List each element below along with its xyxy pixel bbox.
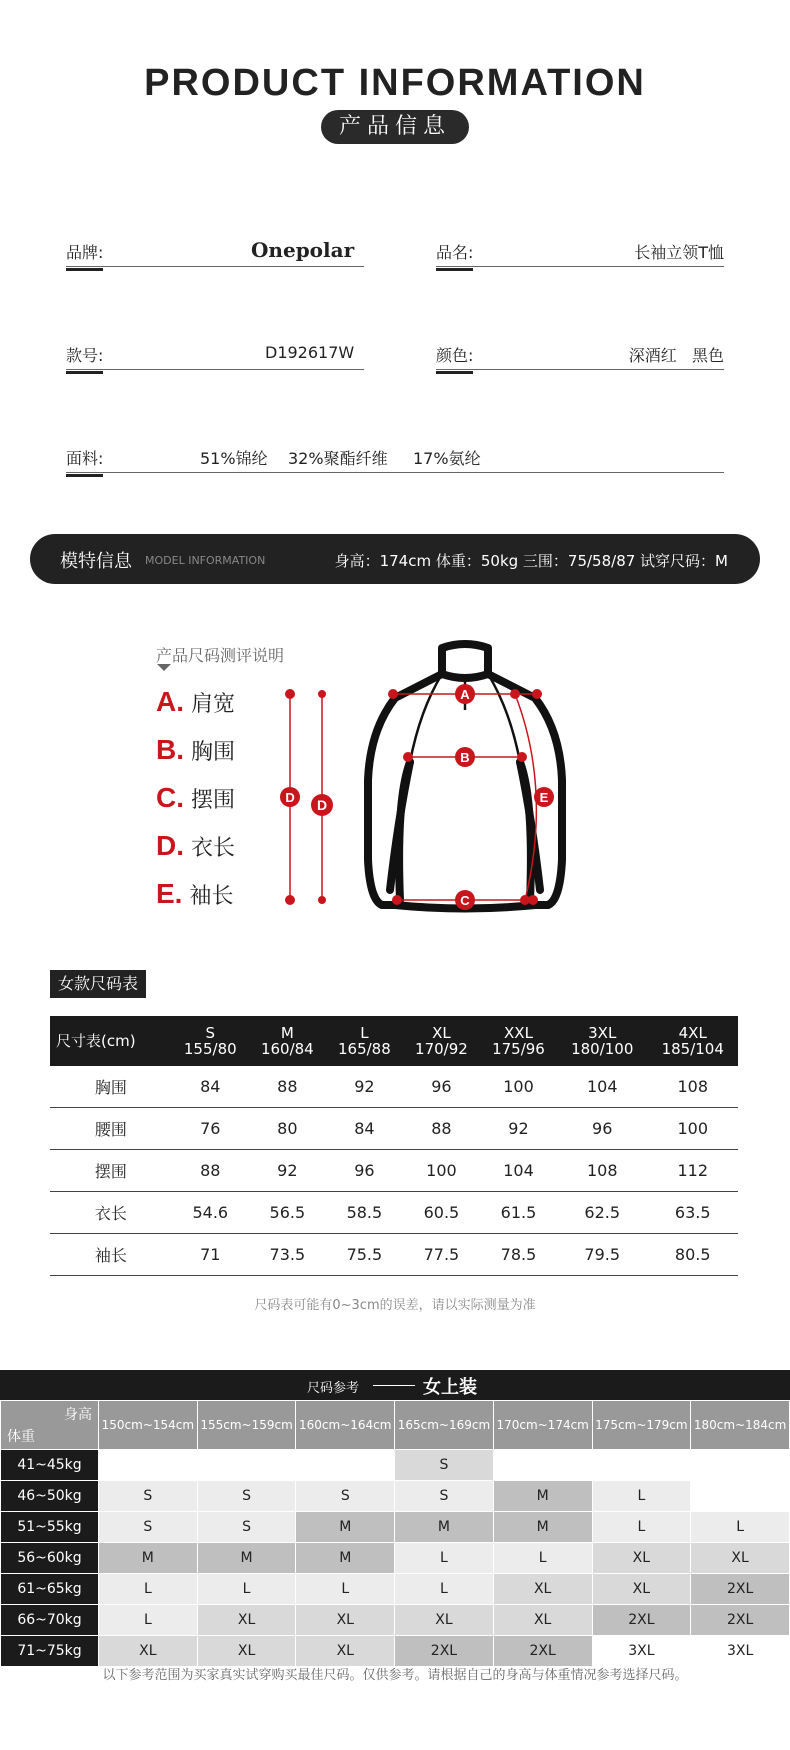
size-reference-note: 以下参考范围为买家真实试穿购买最佳尺码。仅供参考。请根据自己的身高与体重情况参考选择尺码。 bbox=[102, 1668, 688, 1683]
model-info-bar bbox=[30, 534, 760, 584]
weight-row-label: 46~50kg bbox=[1, 1481, 99, 1512]
model-info-title-en: MODEL INFORMATION bbox=[145, 554, 266, 567]
table-cell: 80 bbox=[249, 1108, 326, 1150]
reference-corner bbox=[1, 1401, 99, 1450]
size-spec: 185/104 bbox=[661, 1040, 724, 1058]
size-cell bbox=[691, 1450, 790, 1481]
legend-letter: A. bbox=[156, 686, 184, 717]
legend-item-a bbox=[156, 686, 235, 718]
table-cell: 75.5 bbox=[326, 1234, 403, 1276]
table-cell: 80.5 bbox=[647, 1234, 738, 1276]
size-name: M bbox=[280, 1024, 294, 1042]
marker-b bbox=[455, 747, 475, 767]
legend-letter: B. bbox=[156, 734, 184, 765]
size-cell: XL bbox=[493, 1605, 592, 1636]
legend-item-b bbox=[156, 734, 235, 766]
table-cell: 96 bbox=[326, 1150, 403, 1192]
size-cell: S bbox=[296, 1481, 395, 1512]
svg-text:C: C bbox=[460, 893, 470, 908]
triangle-icon bbox=[157, 664, 171, 671]
legend-item-e bbox=[156, 878, 233, 910]
size-column-header bbox=[480, 1016, 557, 1066]
height-column-header: 155cm~159cm bbox=[197, 1401, 296, 1450]
size-column-header bbox=[249, 1016, 326, 1066]
size-cell: XL bbox=[296, 1636, 395, 1667]
table-cell: 84 bbox=[326, 1108, 403, 1150]
size-cell bbox=[296, 1450, 395, 1481]
table-row bbox=[1, 1574, 790, 1605]
size-cell: S bbox=[99, 1481, 198, 1512]
table-cell: 92 bbox=[249, 1150, 326, 1192]
size-cell: L bbox=[395, 1543, 494, 1574]
divider bbox=[66, 472, 724, 473]
table-cell: 92 bbox=[480, 1108, 557, 1150]
weight-row-label: 51~55kg bbox=[1, 1512, 99, 1543]
table-row bbox=[50, 1150, 738, 1192]
size-cell: 3XL bbox=[592, 1636, 691, 1667]
size-cell: M bbox=[395, 1512, 494, 1543]
table-row bbox=[1, 1605, 790, 1636]
height-column-header: 150cm~154cm bbox=[99, 1401, 198, 1450]
fabric-item: 51%锦纶 bbox=[200, 449, 268, 468]
size-column-header bbox=[403, 1016, 480, 1066]
divider bbox=[373, 1385, 415, 1386]
size-cell: M bbox=[493, 1481, 592, 1512]
table-cell: 88 bbox=[172, 1150, 249, 1192]
size-cell: M bbox=[99, 1543, 198, 1574]
row-label: 袖长 bbox=[50, 1234, 172, 1276]
size-spec: 170/92 bbox=[415, 1040, 468, 1058]
table-cell: 108 bbox=[647, 1066, 738, 1108]
legend-item-c bbox=[156, 782, 235, 814]
size-reference-table bbox=[0, 1400, 790, 1667]
size-cell: M bbox=[296, 1543, 395, 1574]
height-column-header: 160cm~164cm bbox=[296, 1401, 395, 1450]
name-label: 品名: bbox=[436, 240, 473, 271]
table-cell: 96 bbox=[403, 1066, 480, 1108]
size-cell: S bbox=[197, 1512, 296, 1543]
brand-label: 品牌: bbox=[66, 240, 103, 271]
table-cell: 58.5 bbox=[326, 1192, 403, 1234]
table-row bbox=[1, 1543, 790, 1574]
legend-label: 肩宽 bbox=[191, 692, 236, 717]
size-cell: 2XL bbox=[691, 1574, 790, 1605]
size-cell bbox=[197, 1450, 296, 1481]
size-name: 4XL bbox=[678, 1024, 707, 1042]
weight-row-label: 66~70kg bbox=[1, 1605, 99, 1636]
legend-label: 衣长 bbox=[191, 836, 236, 861]
size-spec: 180/100 bbox=[571, 1040, 634, 1058]
table-cell: 73.5 bbox=[249, 1234, 326, 1276]
table-cell: 78.5 bbox=[480, 1234, 557, 1276]
size-name: 3XL bbox=[588, 1024, 617, 1042]
page-title: PRODUCT INFORMATION bbox=[144, 62, 646, 104]
size-cell: 2XL bbox=[691, 1605, 790, 1636]
size-table-header bbox=[50, 1016, 738, 1066]
size-cell: M bbox=[493, 1512, 592, 1543]
weight-row-label: 61~65kg bbox=[1, 1574, 99, 1605]
table-row bbox=[1, 1636, 790, 1667]
legend-label: 胸围 bbox=[191, 740, 236, 765]
size-cell: XL bbox=[197, 1605, 296, 1636]
table-cell: 100 bbox=[480, 1066, 557, 1108]
table-cell: 84 bbox=[172, 1066, 249, 1108]
size-cell: XL bbox=[592, 1574, 691, 1605]
legend-label: 摆围 bbox=[191, 788, 236, 813]
garment-diagram bbox=[285, 630, 620, 930]
size-cell: XL bbox=[197, 1636, 296, 1667]
model-info-title: 模特信息 bbox=[60, 551, 132, 572]
table-cell: 63.5 bbox=[647, 1192, 738, 1234]
size-cell: XL bbox=[395, 1605, 494, 1636]
height-column-header: 180cm~184cm bbox=[691, 1401, 790, 1450]
divider bbox=[66, 369, 364, 370]
table-row bbox=[50, 1108, 738, 1150]
size-name: S bbox=[205, 1024, 216, 1042]
size-cell: 2XL bbox=[493, 1636, 592, 1667]
table-cell: 96 bbox=[557, 1108, 647, 1150]
corner-weight-label: 体重 bbox=[7, 1429, 35, 1445]
size-cell: XL bbox=[99, 1636, 198, 1667]
size-reference-title: 女上装 bbox=[423, 1377, 477, 1398]
size-cell: L bbox=[99, 1574, 198, 1605]
table-cell: 79.5 bbox=[557, 1234, 647, 1276]
corner-height-label: 身高 bbox=[64, 1407, 92, 1423]
height-column-header: 165cm~169cm bbox=[395, 1401, 494, 1450]
table-row bbox=[1, 1481, 790, 1512]
name-value: 长袖立领T恤 bbox=[634, 243, 724, 262]
size-column-header bbox=[326, 1016, 403, 1066]
table-cell: 88 bbox=[249, 1066, 326, 1108]
weight-row-label: 56~60kg bbox=[1, 1543, 99, 1574]
model-info-details: 身高：174cm 体重：50kg 三围：75/58/87 试穿尺码：M bbox=[334, 552, 728, 570]
table-cell: 77.5 bbox=[403, 1234, 480, 1276]
size-column-header bbox=[647, 1016, 738, 1066]
table-cell: 104 bbox=[480, 1150, 557, 1192]
size-cell: L bbox=[99, 1605, 198, 1636]
table-cell: 71 bbox=[172, 1234, 249, 1276]
legend-letter: C. bbox=[156, 782, 184, 813]
row-label: 摆围 bbox=[50, 1150, 172, 1192]
size-reference-bar bbox=[0, 1370, 790, 1400]
size-cell bbox=[592, 1450, 691, 1481]
marker-a bbox=[455, 684, 475, 704]
info-row-style bbox=[66, 343, 724, 383]
info-row-brand bbox=[66, 240, 724, 280]
table-cell: 104 bbox=[557, 1066, 647, 1108]
row-label: 衣长 bbox=[50, 1192, 172, 1234]
table-cell: 108 bbox=[557, 1150, 647, 1192]
size-cell bbox=[493, 1450, 592, 1481]
size-name: L bbox=[360, 1024, 369, 1042]
marker-d bbox=[280, 787, 300, 807]
svg-text:A: A bbox=[460, 687, 470, 702]
table-cell: 54.6 bbox=[172, 1192, 249, 1234]
marker-c bbox=[455, 890, 475, 910]
size-spec: 160/84 bbox=[260, 1040, 314, 1058]
size-table-corner: 尺寸表(cm) bbox=[50, 1016, 172, 1066]
size-cell: S bbox=[395, 1450, 494, 1481]
table-cell: 100 bbox=[647, 1108, 738, 1150]
size-cell: L bbox=[592, 1512, 691, 1543]
marker-e bbox=[534, 787, 554, 807]
size-table-tag: 女款尺码表 bbox=[50, 970, 146, 998]
fabric-label: 面料: bbox=[66, 446, 103, 477]
table-cell: 112 bbox=[647, 1150, 738, 1192]
measure-guide-title: 产品尺码测评说明 bbox=[156, 646, 285, 665]
table-cell: 61.5 bbox=[480, 1192, 557, 1234]
size-cell: XL bbox=[296, 1605, 395, 1636]
table-row bbox=[50, 1234, 738, 1276]
brand-value: Onepolar bbox=[251, 238, 355, 262]
table-row bbox=[50, 1066, 738, 1108]
size-cell: L bbox=[592, 1481, 691, 1512]
svg-text:B: B bbox=[460, 750, 470, 765]
size-spec: 175/96 bbox=[492, 1040, 545, 1058]
size-table-note: 尺码表可能有0~3cm的误差，请以实际测量为准 bbox=[254, 1298, 536, 1313]
size-spec: 155/80 bbox=[183, 1040, 237, 1058]
table-cell: 56.5 bbox=[249, 1192, 326, 1234]
color-label: 颜色: bbox=[436, 343, 473, 374]
size-cell: M bbox=[296, 1512, 395, 1543]
divider bbox=[436, 266, 724, 267]
size-cell: XL bbox=[592, 1543, 691, 1574]
row-label: 胸围 bbox=[50, 1066, 172, 1108]
size-cell: L bbox=[197, 1574, 296, 1605]
size-column-header bbox=[557, 1016, 647, 1066]
size-cell: L bbox=[395, 1574, 494, 1605]
marker-d-label: D bbox=[311, 794, 333, 816]
weight-row-label: 71~75kg bbox=[1, 1636, 99, 1667]
table-row bbox=[50, 1192, 738, 1234]
reference-header-row bbox=[1, 1401, 790, 1450]
weight-row-label: 41~45kg bbox=[1, 1450, 99, 1481]
table-cell: 92 bbox=[326, 1066, 403, 1108]
style-label: 款号: bbox=[66, 343, 103, 374]
color-value: 深酒红 黑色 bbox=[628, 346, 724, 365]
table-row bbox=[1, 1450, 790, 1481]
size-name: XL bbox=[432, 1024, 451, 1042]
legend-letter: D. bbox=[156, 830, 184, 861]
divider bbox=[66, 266, 364, 267]
size-column-header bbox=[172, 1016, 249, 1066]
size-table bbox=[50, 1016, 738, 1276]
size-cell: 2XL bbox=[395, 1636, 494, 1667]
svg-text:D: D bbox=[285, 790, 295, 805]
legend-label: 袖长 bbox=[189, 884, 234, 909]
size-cell: 3XL bbox=[691, 1636, 790, 1667]
fabric-item: 17%氨纶 bbox=[413, 449, 481, 468]
table-cell: 60.5 bbox=[403, 1192, 480, 1234]
table-cell: 88 bbox=[403, 1108, 480, 1150]
fabric-item: 32%聚酯纤维 bbox=[288, 449, 388, 468]
size-spec: 165/88 bbox=[337, 1040, 391, 1058]
size-cell: S bbox=[395, 1481, 494, 1512]
size-cell: S bbox=[99, 1512, 198, 1543]
height-column-header: 175cm~179cm bbox=[592, 1401, 691, 1450]
table-cell: 100 bbox=[403, 1150, 480, 1192]
page-subtitle: 产品信息 bbox=[321, 110, 469, 144]
size-cell: L bbox=[691, 1512, 790, 1543]
size-cell: 2XL bbox=[592, 1605, 691, 1636]
size-cell: M bbox=[197, 1543, 296, 1574]
divider bbox=[436, 369, 724, 370]
size-cell bbox=[691, 1481, 790, 1512]
size-reference-label: 尺码参考 bbox=[307, 1381, 360, 1396]
table-row bbox=[1, 1512, 790, 1543]
row-label: 腰围 bbox=[50, 1108, 172, 1150]
legend-letter: E. bbox=[156, 878, 183, 909]
size-cell: XL bbox=[691, 1543, 790, 1574]
table-cell: 62.5 bbox=[557, 1192, 647, 1234]
size-cell: S bbox=[197, 1481, 296, 1512]
size-name: XXL bbox=[504, 1024, 533, 1042]
table-cell: 76 bbox=[172, 1108, 249, 1150]
svg-text:E: E bbox=[539, 790, 549, 805]
legend-item-d bbox=[156, 830, 235, 862]
size-cell: L bbox=[296, 1574, 395, 1605]
size-cell: L bbox=[493, 1543, 592, 1574]
height-column-header: 170cm~174cm bbox=[493, 1401, 592, 1450]
style-value: D192617W bbox=[265, 343, 355, 362]
info-row-fabric bbox=[66, 446, 724, 486]
size-cell: XL bbox=[493, 1574, 592, 1605]
size-cell bbox=[99, 1450, 198, 1481]
